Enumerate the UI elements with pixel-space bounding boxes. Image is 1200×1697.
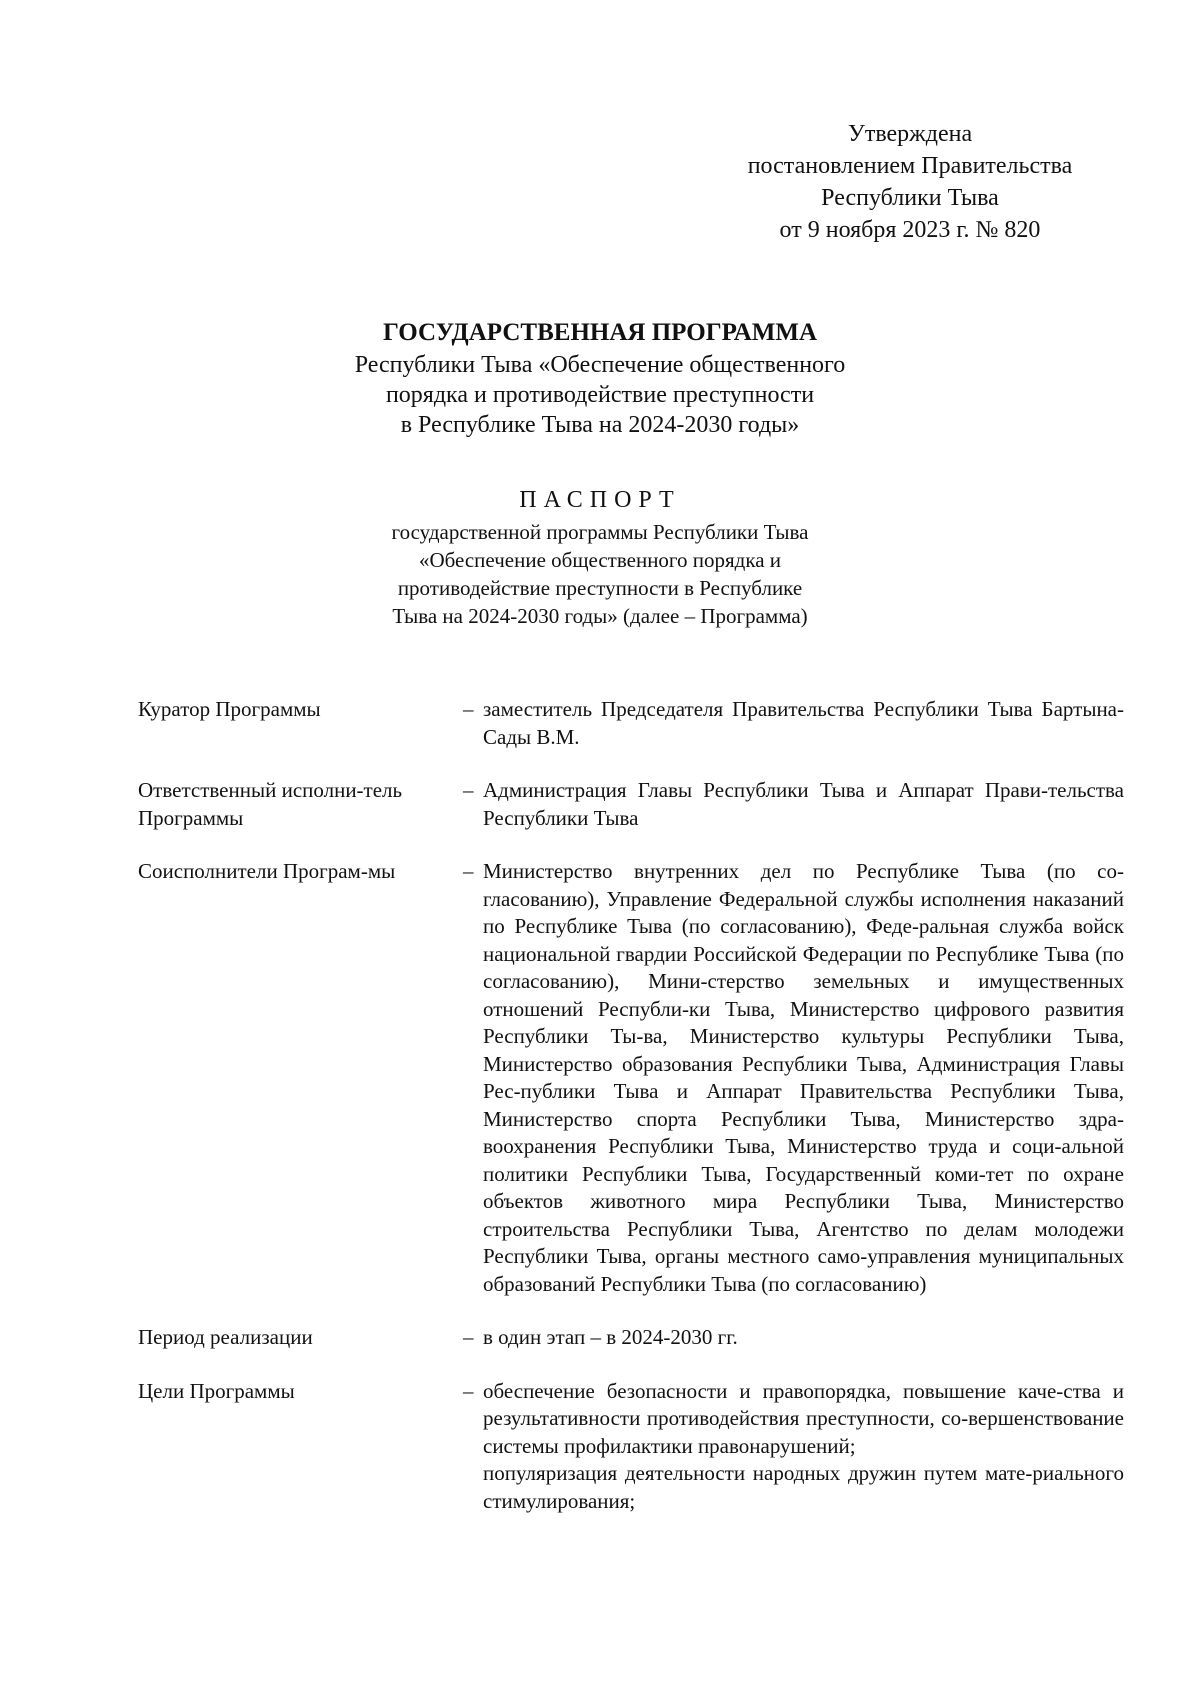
row-value (483, 1378, 1124, 1516)
passport-heading: ПАСПОРТ (519, 487, 681, 513)
row-dash: – (463, 697, 474, 721)
row-value: заместитель Председателя Правительства Республики Тыва Бартына-Сады В.М. (483, 697, 1124, 749)
passport-table (138, 696, 1128, 1541)
row-label: Цели Программы (138, 1378, 295, 1403)
row-dash: – (463, 778, 474, 802)
row-value: Министерство внутренних дел по Республике Тыва (по со-гласованию), Управление Федеральной службы исполнения наказаний по Республике Тыва (по согласованию), Феде-ральная служба войск национальной гвардии Российской Федерации по Республике Тыва (по согласованию), Мини-стерство земельных и имущественных отношений Республи-ки Тыва, Министерство цифрового развития Республики Ты-ва, Министерство культуры Республики Тыва, Министерство образования Республики Тыва, Администрация Главы Рес-публики Тыва и Аппарат Правительства Республики Тыва, Министерство спорта Республики Тыва, Министерство здра-воохранения Республики Тыва, Министерство труда и соци-альной политики Республики Тыва, Государственный коми-тет по охране объектов животного мира Республики Тыва, Министерство строительства Республики Тыва, Агентство по делам молодежи Республики Тыва, органы местного само-управления муниципальных образований Республики Тыва (по согласованию) (483, 859, 1124, 1296)
approval-stamp (700, 118, 1120, 246)
row-dash: – (463, 1325, 474, 1349)
row-dash: – (463, 1378, 474, 1403)
row-dash: – (463, 859, 474, 883)
program-title-line: порядка и противодействие преступности (385, 382, 815, 408)
program-title-line: Республики Тыва «Обеспечение общественного (354, 352, 846, 378)
row-label: Соисполнители Програм-мы (138, 859, 396, 883)
approval-line: Утверждена (847, 121, 973, 147)
passport-title-line: государственной программы Республики Тыва (391, 520, 809, 544)
passport-row-executor (138, 777, 1128, 832)
passport-row-goals (138, 1378, 1128, 1516)
passport-title-line: Тыва на 2024-2030 годы» (далее – Программа) (392, 604, 808, 628)
goal-paragraph: обеспечение безопасности и правопорядка, повышение каче-ства и результативности противодействия преступности, со-вершенствование системы профилактики правонарушений; (483, 1378, 1124, 1458)
program-heading: ГОСУДАРСТВЕННАЯ ПРОГРАММА (382, 319, 818, 346)
row-label: Куратор Программы (138, 697, 321, 721)
approval-line: постановлением Правительства (747, 153, 1073, 179)
approval-line: Республики Тыва (821, 185, 999, 211)
program-title (200, 318, 1000, 440)
passport-title-line: «Обеспечение общественного порядка и (418, 548, 782, 572)
row-label: Ответственный исполни-тель Программы (138, 778, 403, 830)
passport-title-line: противодействие преступности в Республике (397, 576, 803, 600)
passport-row-coexecutors (138, 858, 1128, 1298)
passport-row-curator (138, 696, 1128, 751)
row-value: в один этап – в 2024-2030 гг. (483, 1325, 738, 1349)
row-label: Период реализации (138, 1325, 313, 1349)
passport-row-period (138, 1324, 1128, 1352)
passport-title (300, 486, 900, 630)
approval-date: от 9 ноября 2023 г. № 820 (779, 217, 1041, 243)
program-title-line: в Республике Тыва на 2024-2030 годы» (400, 412, 800, 438)
row-value: Администрация Главы Республики Тыва и Аппарат Прави-тельства Республики Тыва (483, 778, 1124, 830)
goal-paragraph: популяризация деятельности народных дружин путем мате-риального стимулирования; (483, 1461, 1124, 1513)
